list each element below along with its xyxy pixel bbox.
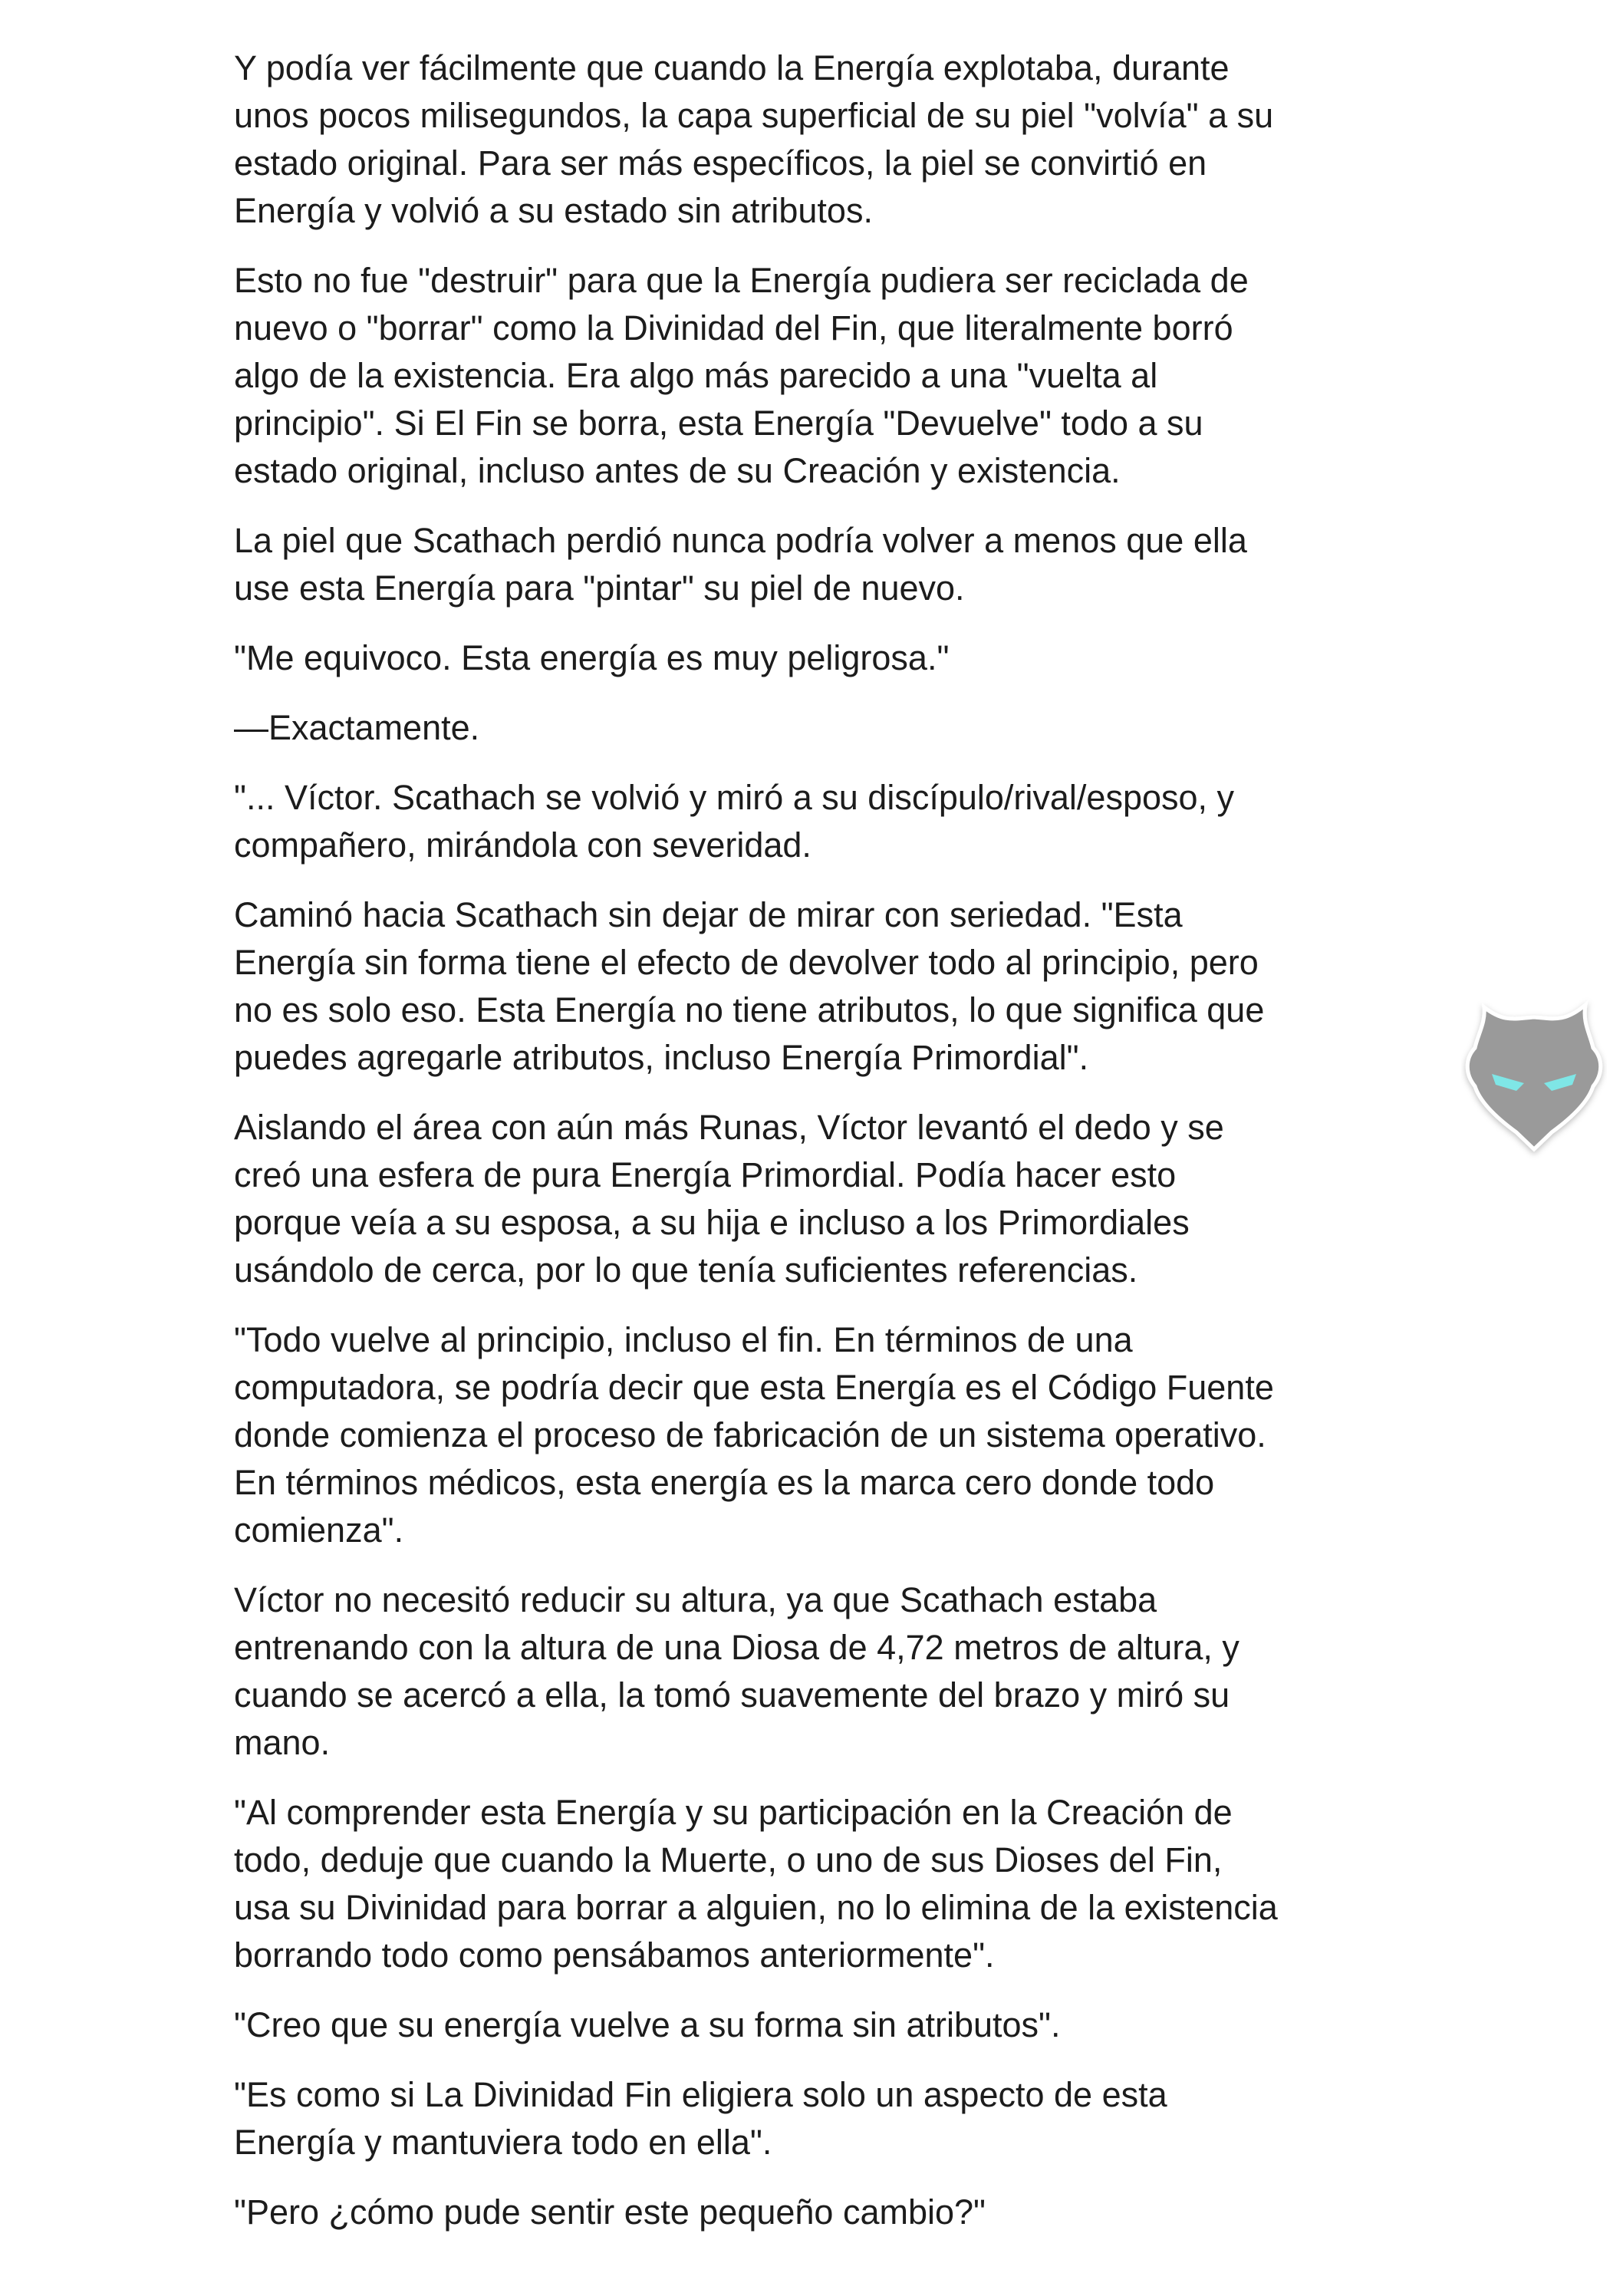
paragraph: "Todo vuelve al principio, incluso el fin. En términos de una computadora, se podría decir que esta Energía es el Código Fuente donde comienza el proceso de fabricación de un sistema operativo. En términos médicos, esta energía es la marca cero donde todo comienza".: [234, 1320, 1274, 1550]
paragraph: "Me equivoco. Esta energía es muy peligrosa.": [234, 638, 950, 677]
paragraph: —Exactamente.: [234, 708, 480, 747]
paragraph: Aislando el área con aún más Runas, Víctor levantó el dedo y se creó una esfera de pura Energía Primordial. Podía hacer esto porque veía a su esposa, a su hija e incluso a los Primordiales usándolo de cerca, por lo que tenía suficientes referencias.: [234, 1108, 1224, 1290]
paragraph: "Creo que su energía vuelve a su forma sin atributos".: [234, 2005, 1061, 2044]
paragraph: "Pero ¿cómo pude sentir este pequeño cambio?": [234, 2192, 986, 2232]
paragraph: "Al comprender esta Energía y su participación en la Creación de todo, deduje que cuando la Muerte, o uno de sus Dioses del Fin, usa su Divinidad para borrar a alguien, no lo elimina de la existencia borrando todo como pensábamos anteriormente".: [234, 1793, 1278, 1975]
paragraph: "Es como si La Divinidad Fin eligiera solo un aspecto de esta Energía y mantuviera todo en ella".: [234, 2075, 1167, 2162]
paragraph: "... Víctor. Scathach se volvió y miró a su discípulo/rival/esposo, y compañero, mirándola con severidad.: [234, 778, 1235, 865]
paragraph: Víctor no necesitó reducir su altura, ya que Scathach estaba entrenando con la altura de una Diosa de 4,72 metros de altura, y cuando se acercó a ella, la tomó suavemente del brazo y miró su mano.: [234, 1580, 1239, 1762]
paragraph: La piel que Scathach perdió nunca podría volver a menos que ella use esta Energía para "pintar" su piel de nuevo.: [234, 521, 1247, 608]
demon-head-icon: [1461, 988, 1607, 1164]
document-body: [234, 44, 1415, 2258]
paragraph: Caminó hacia Scathach sin dejar de mirar con seriedad. "Esta Energía sin forma tiene el efecto de devolver todo al principio, pero no es solo eso. Esta Energía no tiene atributos, lo que significa que puedes agregarle atributos, incluso Energía Primordial".: [234, 895, 1265, 1077]
paragraph: Y podía ver fácilmente que cuando la Energía explotaba, durante unos pocos milisegundos, la capa superficial de su piel "volvía" a su estado original. Para ser más específicos, la piel se convirtió en Energía y volvió a su estado sin atributos.: [234, 48, 1274, 230]
paragraph: Esto no fue "destruir" para que la Energía pudiera ser reciclada de nuevo o "borrar" como la Divinidad del Fin, que literalmente borró algo de la existencia. Era algo más parecido a una "vuelta al principio". Si El Fin se borra, esta Energía "Devuelve" todo a su estado original, incluso antes de su Creación y existencia.: [234, 261, 1249, 490]
